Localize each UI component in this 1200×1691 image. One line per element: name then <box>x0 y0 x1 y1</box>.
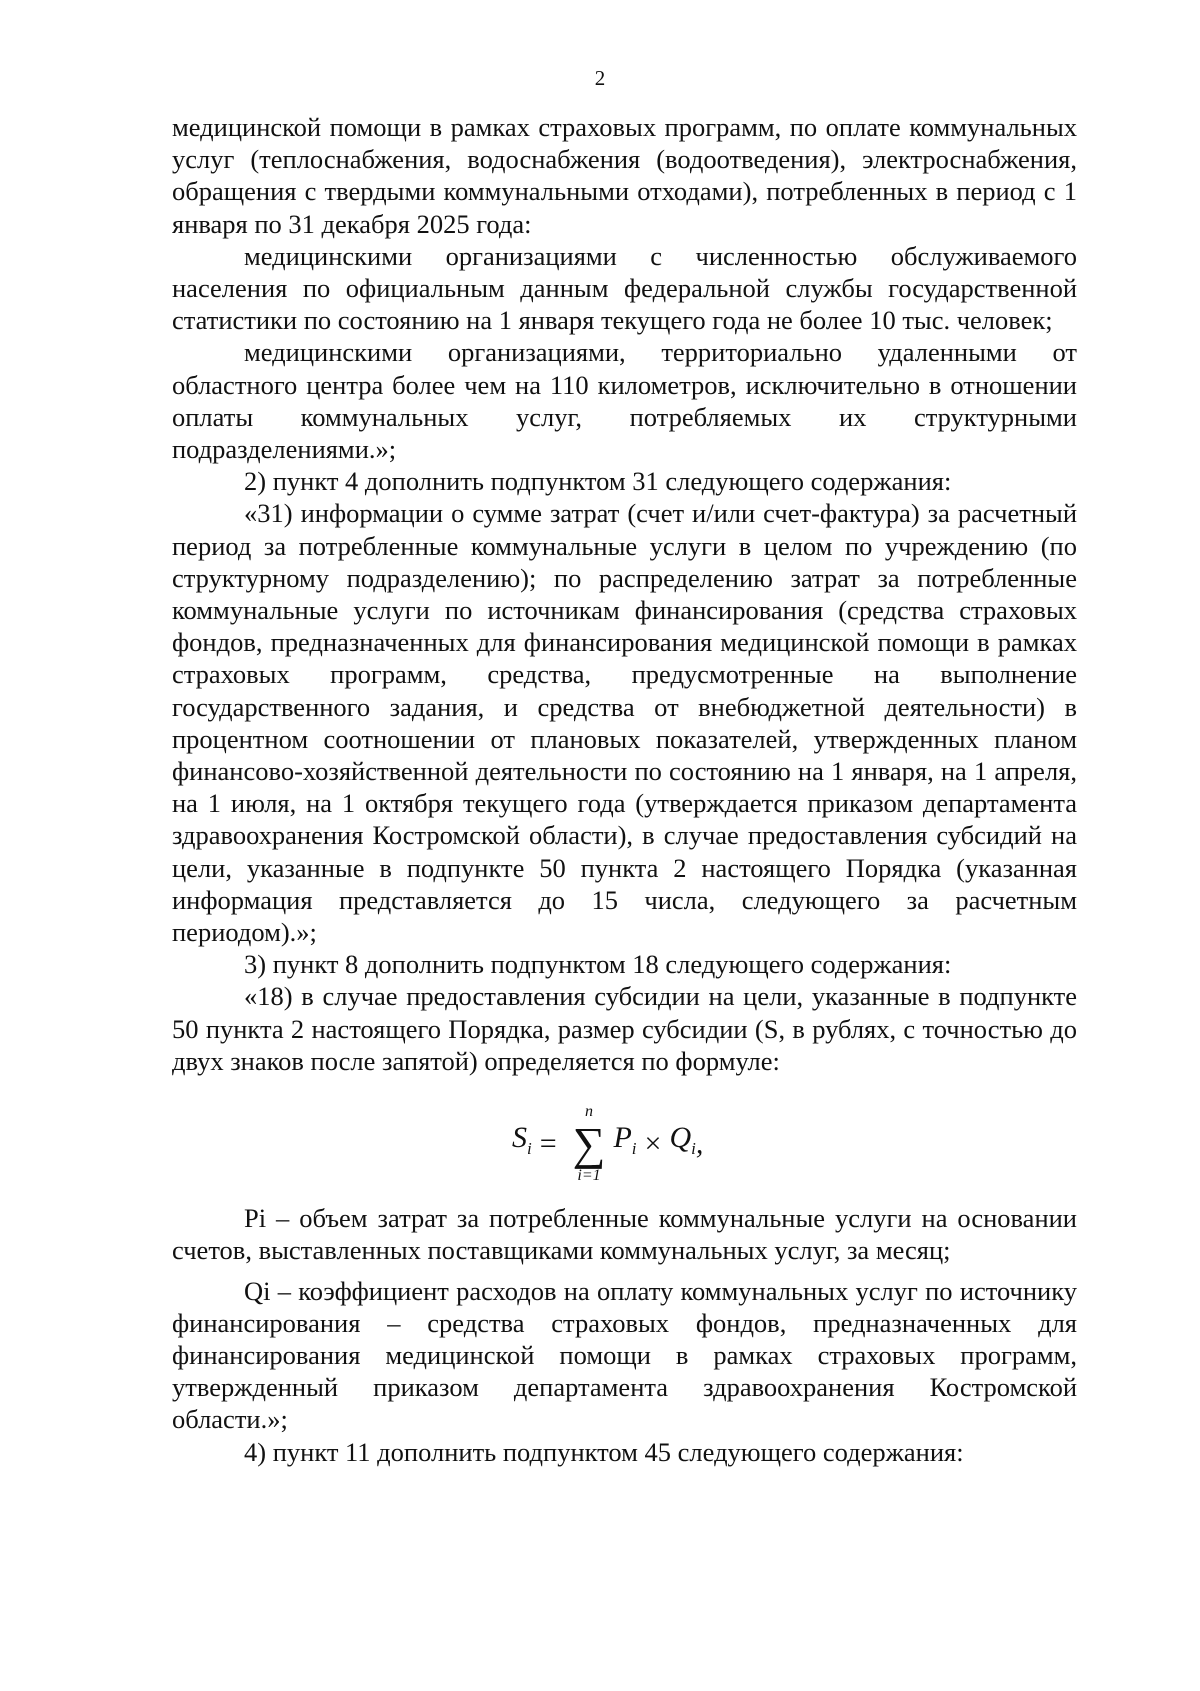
sum-lower-limit: i=1 <box>577 1167 601 1185</box>
formula-p-term: $P_i$ <box>613 1121 637 1159</box>
paragraph: «31) информации о сумме затрат (счет и/или счет-фактура) за расчетный период за потребленные коммунальные услуги в целом по учреждению (по структурному подразделению); по распределению затрат за потребленные коммунальные услуги по источникам финансирования (средства страховых фондов, предназначенных для финансирования медицинской помощи в рамках страховых программ, средства, предусмотренные на выполнение государственного задания, и средства от внебюджетной деятельности) в процентном соотношении от плановых показателей, утвержденных планом финансово-хозяйственной деятельности по состоянию на 1 января, на 1 апреля, на 1 июля, на 1 октября текущего года (утверждается приказом департамента здравоохранения Костромской области), в случае предоставления субсидий на цели, указанные в подпункте 50 пункта 2 настоящего Порядка (указанная информация представляется до 15 числа, следующего за расчетным периодом).»; <box>172 498 1077 948</box>
sigma-symbol: ∑ <box>572 1118 606 1170</box>
page-number: 2 <box>594 66 606 90</box>
formula-lhs: $S_i$ <box>512 1121 532 1159</box>
formula-tail: , <box>695 1126 704 1160</box>
formula-q-term: $Q_i$ <box>669 1121 696 1159</box>
formula-equals: = <box>539 1126 557 1160</box>
paragraph: 2) пункт 4 дополнить подпунктом 31 следующего содержания: <box>244 466 952 497</box>
paragraph: Qi – коэффициент расходов на оплату коммунальных услуг по источнику финансирования – средства страховых фондов, предназначенных для финансирования медицинской помощи в рамках страховых программ, утвержденный приказом департамента здравоохранения Костромской области.»; <box>172 1275 1077 1435</box>
paragraph: Pi – объем затрат за потребленные коммунальные услуги на основании счетов, выставленных поставщиками коммунальных услуг, за месяц; <box>172 1203 1077 1266</box>
paragraph: 4) пункт 11 дополнить подпунктом 45 следующего содержания: <box>244 1436 964 1467</box>
sum-upper-limit: n <box>585 1103 594 1121</box>
formula-times: × <box>644 1126 662 1160</box>
paragraph: медицинскими организациями, территориально удаленными от областного центра более чем на 110 километров, исключительно в отношении оплаты коммунальных услуг, потребляемых их структурными подразделениями.»; <box>172 337 1077 465</box>
paragraph: медицинской помощи в рамках страховых программ, по оплате коммунальных услуг (теплоснабжения, водоснабжения (водоотведения), электроснабжения, обращения с твердыми коммунальными отходами), потребленных в период с 1 января по 31 декабря 2025 года: <box>172 112 1077 239</box>
paragraph: «18) в случае предоставления субсидии на цели, указанные в подпункте 50 пункта 2 настоящего Порядка, размер субсидии (S, в рублях, с точностью до двух знаков после запятой) определяется по формуле: <box>172 981 1077 1076</box>
paragraph: 3) пункт 8 дополнить подпунктом 18 следующего содержания: <box>244 949 952 980</box>
subsidy-formula <box>172 1077 1077 1202</box>
paragraph: медицинскими организациями с численностью обслуживаемого населения по официальным данным федеральной службы государственной статистики по состоянию на 1 января текущего года не более 10 тыс. человек; <box>172 240 1077 336</box>
document-body <box>172 111 1077 1468</box>
sum-operator <box>573 1103 606 1185</box>
